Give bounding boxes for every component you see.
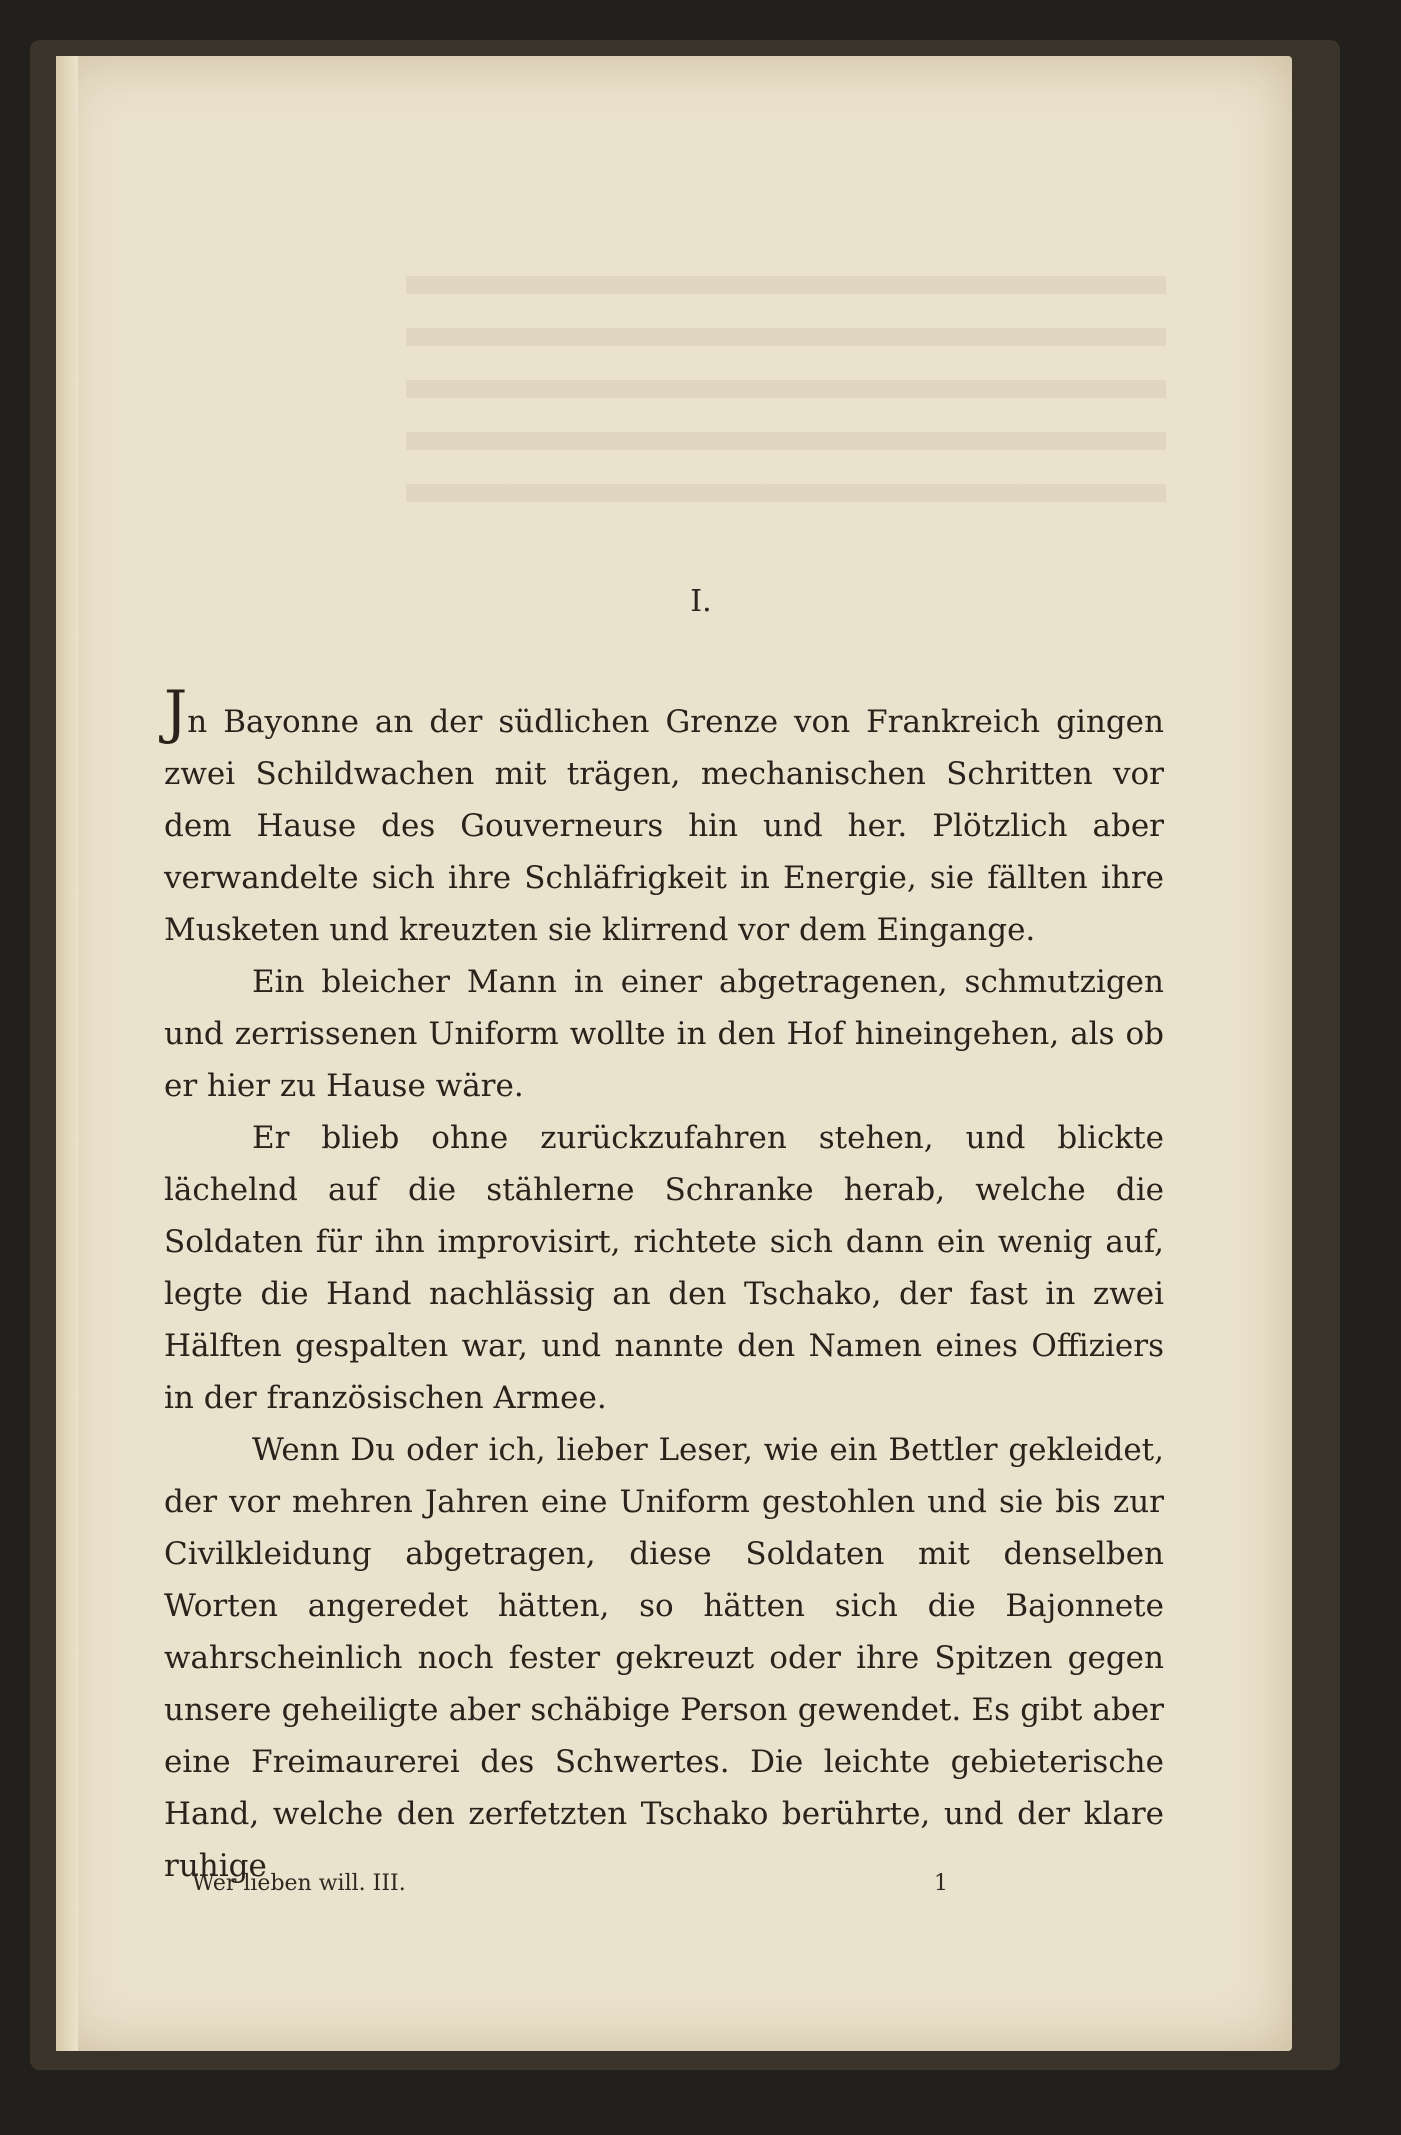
paragraph-3: Er blieb ohne zurückzufahren stehen, und blickte lächelnd auf die stählerne Schranke herab, welche die Soldaten für ihn improvisirt, richtete sich dann ein wenig auf, legte die Hand nachlässig an den Tschako, der fast in zwei Hälften gespalten war, und nannte den Namen eines Offiziers in der französischen Armee. (164, 1120, 1164, 1416)
body-text (164, 678, 1164, 1892)
show-through-text (406, 276, 1166, 536)
paragraph-1-text: n Bayonne an der südlichen Grenze von Frankreich gingen zwei Schildwachen mit trägen, mechanischen Schritten vor dem Hause des Gouverneurs hin und her. Plötzlich aber verwandelte sich ihre Schläfrigkeit in Energie, sie fällten ihre Musketen und kreuzten sie klirrend vor dem Eingange. (164, 704, 1164, 948)
signature-mark: Wer lieben will. III. (192, 1871, 406, 1896)
paragraph-4: Wenn Du oder ich, lieber Leser, wie ein Bettler gekleidet, der vor mehren Jahren eine Uniform gestohlen und sie bis zur Civilkleidung abgetragen, diese Soldaten mit denselben Worten angeredet hätten, so hätten sich die Bajonnete wahrscheinlich noch fester gekreuzt oder ihre Spitzen gegen unsere geheiligte aber schäbige Person gewendet. Es gibt aber eine Freimaurerei des Schwertes. Die leichte gebieterische Hand, welche den zerfetzten Tschako berührte, und der klare ruhige (164, 1432, 1164, 1884)
book-page (56, 56, 1292, 2051)
page-number: 1 (934, 1871, 948, 1896)
drop-cap: J (164, 678, 188, 746)
chapter-heading: I. (690, 584, 712, 619)
page-gutter (56, 56, 78, 2051)
paragraph-1 (164, 678, 1164, 956)
paragraph-2: Ein bleicher Mann in einer abgetragenen, schmutzigen und zerrissenen Uniform wollte in den Hof hineingehen, als ob er hier zu Hause wäre. (164, 964, 1164, 1104)
